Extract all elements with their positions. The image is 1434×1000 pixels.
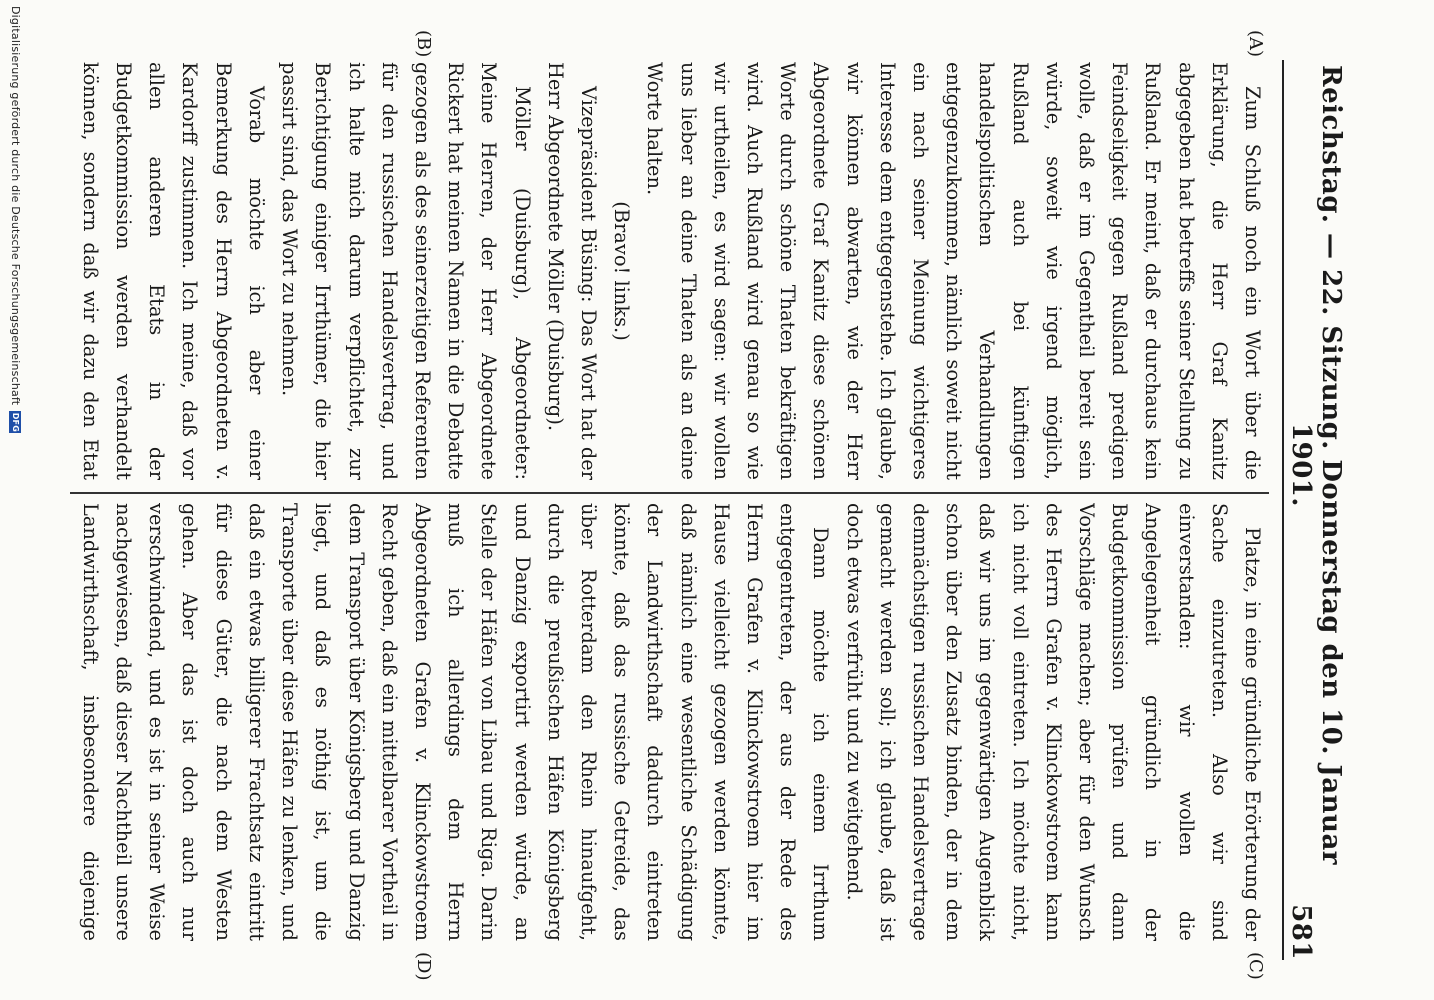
- page-number: 581: [1286, 904, 1316, 960]
- header-title: Reichstag. — 22. Sitzung. Donnerstag den 10. Januar 1901.: [1286, 64, 1346, 865]
- digitization-footer: [9, 6, 22, 1000]
- column-divider: [70, 492, 1269, 494]
- paragraph: Zum Schluß noch ein Wort über die Erklärung, die Herr Graf Kanitz abgegeben hat betreffs seiner Stellung zu Rußland. Er meint, daß er durchaus kein Feindseligkeit gegen Rußland predigen wolle, daß er im Gegentheil bereit sein würde, soweit wie irgend möglich, Rußland auch bei künftigen handelspolitischen Verhandlungen entgegenzukommen, nämlich soweit nicht ein nach seiner Meinung wichtigeres Interesse dem entgegenstehe. Ich glaube, wir können abwarten, wie der Herr Abgeordnete Graf Kanitz diese schönen Worte durch schöne Thaten bekräftigen wird. Auch Rußland wird genau so wie wir urtheilen, es wird sagen: wir wollen uns lieber an deine Thaten als an deine Worte halten.: [643, 62, 1264, 480]
- paragraph: Vorab möchte ich aber einer Bemerkung des Herrn Abgeordneten v. Kardorff zustimmen. Ich meine, daß vor allen anderen Etats in der Budgetkommission werden verhandelt können, sondern daß wir dazu den Etat: [78, 62, 268, 480]
- header-rule: [1282, 60, 1284, 960]
- paragraph: Dann möchte ich einem Irrthum entgegentreten, der aus der Rede des Herrn Grafen v. Klinckowstroem hier im Hause vielleicht gezogen werden könnte, daß nämlich eine wesentliche Schädigung der Landwirthschaft dadurch eintreten könnte, daß das russische Getreide, das über Rotterdam den Rhein hinaufgeht, durch die preußischen Häfen Königsberg und Danzig exportirt werden würde, an Stelle der Häfen von Libau und Riga. Darin muß ich allerdings dem Herrn Abgeordneten Grafen v. Klinckowstroem Recht geben, daß ein mittelbarer Vortheil in dem Transport über Königsberg und Danzig liegt, und daß es nöthig ist, um die Transporte über diese Häfen zu lenken, und daß ein etwas billigerer Frachtsatz eintritt für diese Güter, die nach dem Westen gehen. Aber das ist doch auch nur verschwindend, und es ist in seiner Weise nachgewiesen, daß dieser Nachtheil unsere Landwirthschaft, insbesondere diejenige: [78, 503, 833, 941]
- margin-marker-b: (B): [413, 30, 434, 58]
- margin-marker-a: (A): [1245, 30, 1266, 58]
- dfg-logo: DFG: [11, 412, 21, 432]
- paragraph: Platze, in eine gründliche Erörterung der Sache einzutreten. Also wir sind einverstanden: wir wollen die Angelegenheit gründlich in der Budgetkommission prüfen und dann Vorschläge machen; aber für den Wunsch des Herrn Grafen v. Klinckowstroem kann ich nicht voll eintreten. Ich möchte nicht, daß wir uns im gegenwärtigen Augenblick schon über den Zusatz binden, der in dem demnächstigen russischen Handelsvertrage gemacht werden soll; ich glaube, daß ist doch etwas verfrüht und zu weitgehend.: [842, 503, 1264, 941]
- paragraph: Möller (Duisburg), Abgeordneter: Meine Herren, der Herr Abgeordnete Rickert hat meinen Namen in die Debatte gezogen als des seinerzeitigen Referenten für den russischen Handelsvertrag, und ich halte mich darum verpflichtet, zur Berichtigung einiger Irrthümer, die hier passirt sind, das Wort zu nehmen.: [278, 62, 534, 480]
- paragraph: Vizepräsident Büsing: Das Wort hat der Herr Abgeordnete Möller (Duisburg).: [543, 62, 600, 480]
- interjection: (Bravo! links.): [610, 201, 634, 341]
- running-header: [1286, 60, 1346, 960]
- margin-marker-d: (D): [413, 952, 434, 981]
- right-column: [70, 503, 1269, 941]
- left-column: [70, 62, 1269, 480]
- footer-text: Digitalisierung gefördert durch die Deutsche Forschungsgemeinschaft: [9, 6, 22, 406]
- margin-marker-c: (C): [1245, 952, 1266, 980]
